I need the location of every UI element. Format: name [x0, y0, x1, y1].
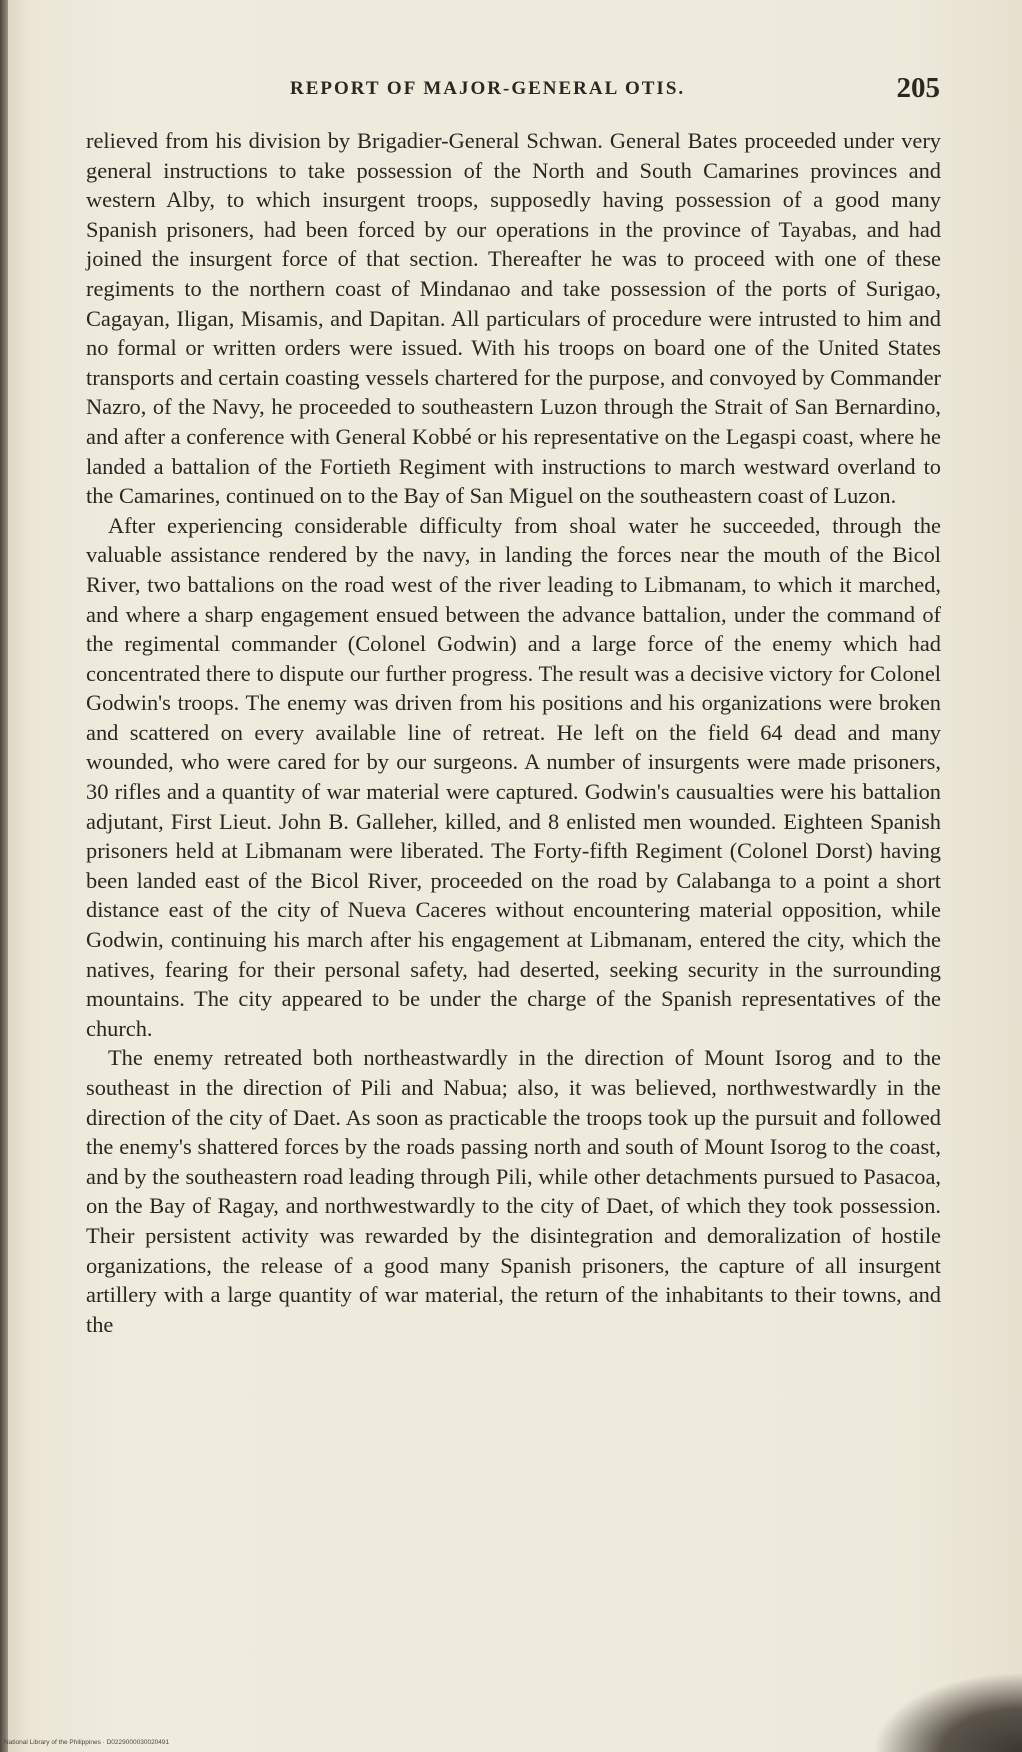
thumb-shadow	[872, 1672, 1022, 1752]
paragraph-1: relieved from his division by Brigadier-General Schwan. General Bates proceeded under very general instructions to take possession of the North and South Camarines provinces and western Alby, to which insurgent troops, supposedly having possession of a good many Spanish prisoners, had been forced by our operations in the province of Tayabas, and had joined the insurgent force of that section. Thereafter he was to proceed with one of these regiments to the northern coast of Mindanao and take possession of the ports of Surigao, Cagayan, Iligan, Misamis, and Dapitan. All particulars of procedure were intrusted to him and no formal or written orders were issued. With his troops on board one of the United States transports and certain coasting vessels chartered for the purpose, and convoyed by Commander Nazro, of the Navy, he proceeded to southeastern Luzon through the Strait of San Bernardino, and after a conference with General Kobbé or his representative on the Legaspi coast, where he landed a battalion of the Fortieth Regiment with instructions to march westward overland to the Camarines, continued on to the Bay of San Miguel on the southeastern coast of Luzon.	[86, 128, 941, 509]
paragraph-2: After experiencing considerable difficulty from shoal water he succeeded, through the valuable assistance rendered by the navy, in landing the forces near the mouth of the Bicol River, two battalions on the road west of the river leading to Libmanam, to which it marched, and where a sharp engagement ensued between the advance battalion, under the command of the regimental commander (Colonel Godwin) and a large force of the enemy which had concentrated there to dispute our further progress. The result was a decisive victory for Colonel Godwin's troops. The enemy was driven from his positions and his organizations were broken and scattered on every available line of retreat. He left on the field 64 dead and many wounded, who were cared for by our surgeons. A number of insurgents were made prisoners, 30 rifles and a quantity of war material were captured. Godwin's causualties were his battalion adjutant, First Lieut. John B. Galleher, killed, and 8 enlisted men wounded. Eighteen Spanish prisoners held at Libmanam were liberated. The Forty-fifth Regiment (Colonel Dorst) having been landed east of the Bicol River, proceeded on the road by Calabanga to a point a short distance east of the city of Nueva Caceres without encountering material opposition, while Godwin, continuing his march after his engagement at Libmanam, entered the city, which the natives, fearing for their personal safety, had deserted, seeking security in the surrounding mountains. The city appeared to be under the charge of the Spanish representatives of the church.	[86, 512, 941, 1041]
page-number: 205	[896, 72, 940, 104]
scan-credit: National Library of the Philippines · D0229000030020491	[4, 1739, 170, 1746]
body-text	[86, 126, 941, 1339]
paragraph-3: The enemy retreated both northeastwardly in the direction of Mount Isorog and to the southeast in the direction of Pili and Nabua; also, it was believed, northwestwardly in the direction of the city of Daet. As soon as practicable the troops took up the pursuit and followed the enemy's shattered forces by the roads passing north and south of Mount Isorog to the coast, and by the southeastern road leading through Pili, while other detachments pursued to Pasacoa, on the Bay of Ragay, and northwestwardly to the city of Daet, of which they took possession. Their persistent activity was rewarded by the disintegration and demoralization of hostile organizations, the release of a good many Spanish prisoners, the capture of all insurgent artillery with a large quantity of war material, the return of the inhabitants to their towns, and the	[86, 1045, 941, 1337]
book-spine-shadow	[0, 0, 8, 1752]
running-head-title: REPORT OF MAJOR-GENERAL OTIS.	[290, 78, 686, 99]
running-head	[120, 72, 940, 112]
